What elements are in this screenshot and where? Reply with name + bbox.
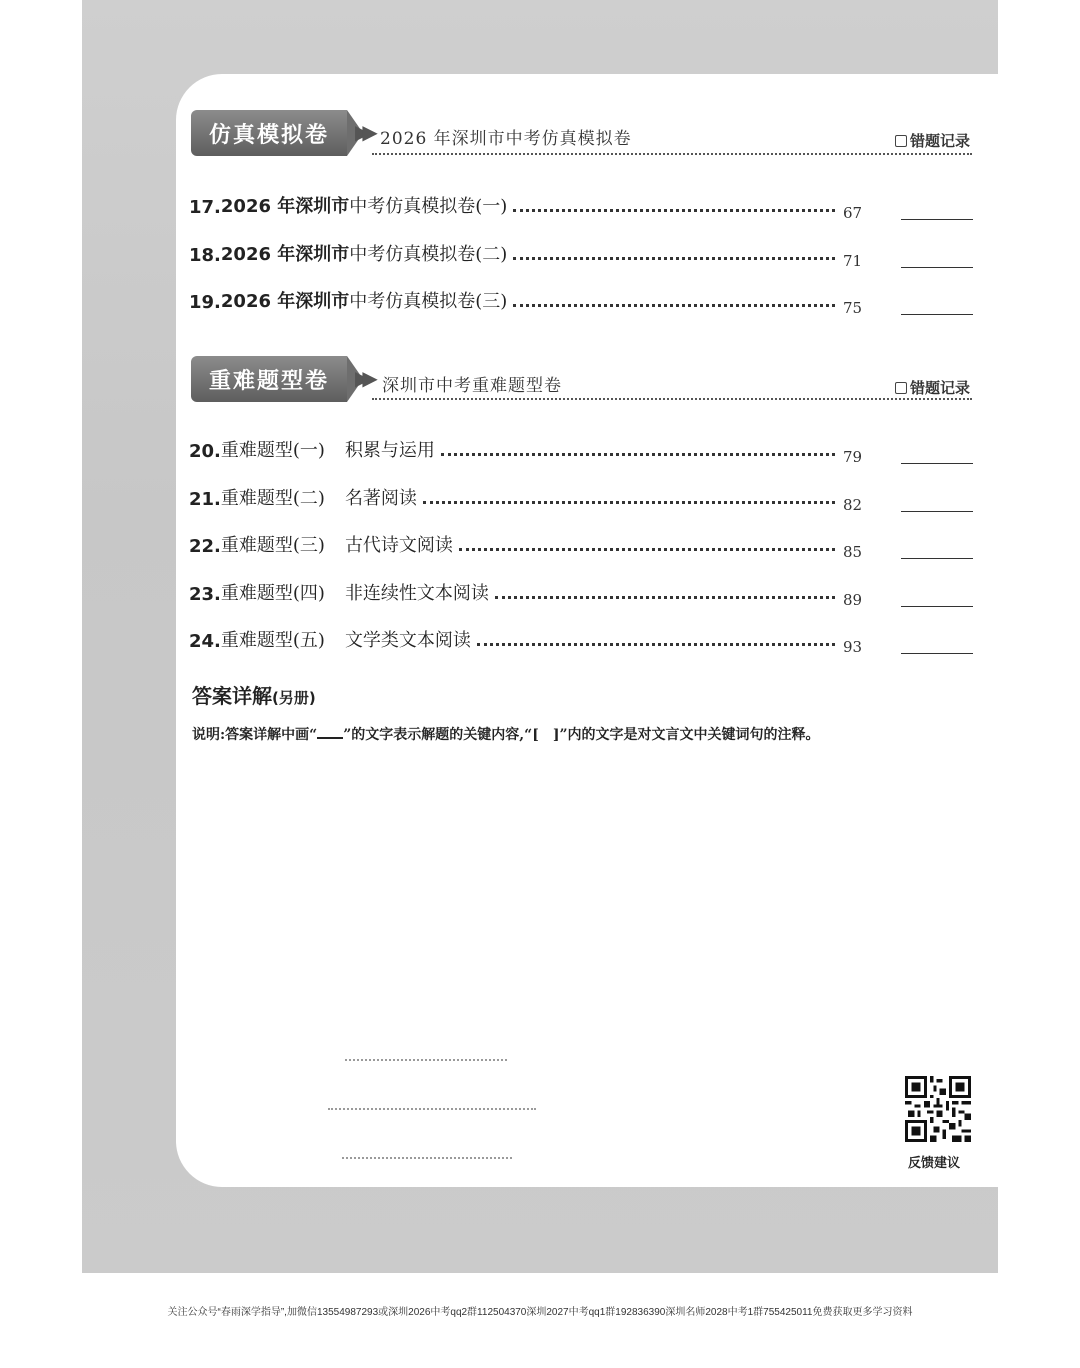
item-title: 中考仿真模拟卷(一) xyxy=(349,196,508,217)
item-page-number: 89 xyxy=(843,591,863,609)
notebook-icon xyxy=(895,382,907,394)
item-title: 名著阅读 xyxy=(344,488,417,509)
leader-dots xyxy=(513,209,835,212)
leader-dots xyxy=(423,501,835,504)
item-year-city: 2026 年深圳市 xyxy=(220,291,350,312)
section-subtitle: 深圳市中考重难题型卷 xyxy=(382,376,562,396)
section-tab-difficult xyxy=(191,356,347,402)
item-year-city: 2026 年深圳市 xyxy=(220,244,350,265)
toc-row[interactable] xyxy=(189,190,973,222)
section-divider xyxy=(372,153,972,155)
double-chevron-icon: ▶▶ xyxy=(355,120,370,144)
item-number: 18. xyxy=(189,245,221,266)
faint-dotted-line xyxy=(342,1157,512,1159)
leader-dots xyxy=(477,643,835,646)
record-blank-line xyxy=(901,463,973,464)
toc-row[interactable] xyxy=(189,577,973,609)
record-blank-line xyxy=(901,219,973,220)
section-tab-label: 重难题型卷 xyxy=(208,368,329,394)
item-number: 20. xyxy=(189,441,221,462)
record-blank-line xyxy=(901,511,973,512)
record-blank-line xyxy=(901,653,973,654)
section-tab-simulation xyxy=(191,110,347,156)
toc-row[interactable] xyxy=(189,529,973,561)
item-page-number: 82 xyxy=(843,496,863,514)
underline-sample xyxy=(317,737,343,739)
leader-dots xyxy=(513,304,835,307)
answer-heading: 答案详解(另册) xyxy=(192,684,316,708)
item-category: 重难题型(五) xyxy=(220,630,325,651)
section-tab-label: 仿真模拟卷 xyxy=(208,122,329,148)
qr-code-icon[interactable] xyxy=(905,1076,971,1142)
toc-row[interactable] xyxy=(189,434,973,466)
item-number: 24. xyxy=(189,631,221,652)
record-blank-line xyxy=(901,558,973,559)
item-number: 21. xyxy=(189,489,221,510)
leader-dots xyxy=(459,548,835,551)
item-page-number: 67 xyxy=(843,204,863,222)
item-year-city: 2026 年深圳市 xyxy=(220,196,350,217)
record-blank-line xyxy=(901,606,973,607)
leader-dots xyxy=(495,596,835,599)
item-title: 中考仿真模拟卷(三) xyxy=(349,291,508,312)
toc-row[interactable] xyxy=(189,482,973,514)
leader-dots xyxy=(441,453,835,456)
error-record-label: 错题记录 xyxy=(895,377,970,398)
item-title: 中考仿真模拟卷(二) xyxy=(349,244,508,265)
item-number: 23. xyxy=(189,584,221,605)
item-page-number: 75 xyxy=(843,299,863,317)
item-title: 古代诗文阅读 xyxy=(344,535,453,556)
feedback-label: 反馈建议 xyxy=(908,1156,961,1171)
item-category: 重难题型(三) xyxy=(220,535,325,556)
item-category: 重难题型(四) xyxy=(220,583,325,604)
section-subtitle: 2026 年深圳市中考仿真模拟卷 xyxy=(380,129,632,149)
item-title: 非连续性文本阅读 xyxy=(344,583,489,604)
footer-watermark-text: 关注公众号“春雨深学指导”,加微信13554987293或深圳2026中考qq2群112504370深圳2027中考qq1群192836390深圳名师2028中考1群755425011免费获取更多学习资料 xyxy=(167,1307,913,1318)
item-number: 17. xyxy=(189,197,221,218)
record-blank-line xyxy=(901,267,973,268)
double-chevron-icon: ▶▶ xyxy=(355,366,370,390)
item-page-number: 85 xyxy=(843,543,863,561)
item-number: 22. xyxy=(189,536,221,557)
item-category: 重难题型(二) xyxy=(220,488,325,509)
toc-row[interactable] xyxy=(189,285,973,317)
item-page-number: 79 xyxy=(843,448,863,466)
answer-note: 说明:答案详解中画“ ”的文字表示解题的关键内容,“[ ]”内的文字是对文言文中关键词句的注释。 xyxy=(192,727,820,743)
item-page-number: 71 xyxy=(843,252,863,270)
leader-dots xyxy=(513,257,835,260)
faint-dotted-line xyxy=(345,1059,507,1061)
item-category: 重难题型(一) xyxy=(220,440,325,461)
item-title: 文学类文本阅读 xyxy=(344,630,471,651)
toc-row[interactable] xyxy=(189,238,973,270)
item-title: 积累与运用 xyxy=(344,440,435,461)
toc-row[interactable] xyxy=(189,624,973,656)
faint-dotted-line xyxy=(328,1108,536,1110)
record-blank-line xyxy=(901,314,973,315)
section-divider xyxy=(372,398,972,400)
error-record-label: 错题记录 xyxy=(895,130,970,151)
item-number: 19. xyxy=(189,292,221,313)
notebook-icon xyxy=(895,135,907,147)
item-page-number: 93 xyxy=(843,638,863,656)
